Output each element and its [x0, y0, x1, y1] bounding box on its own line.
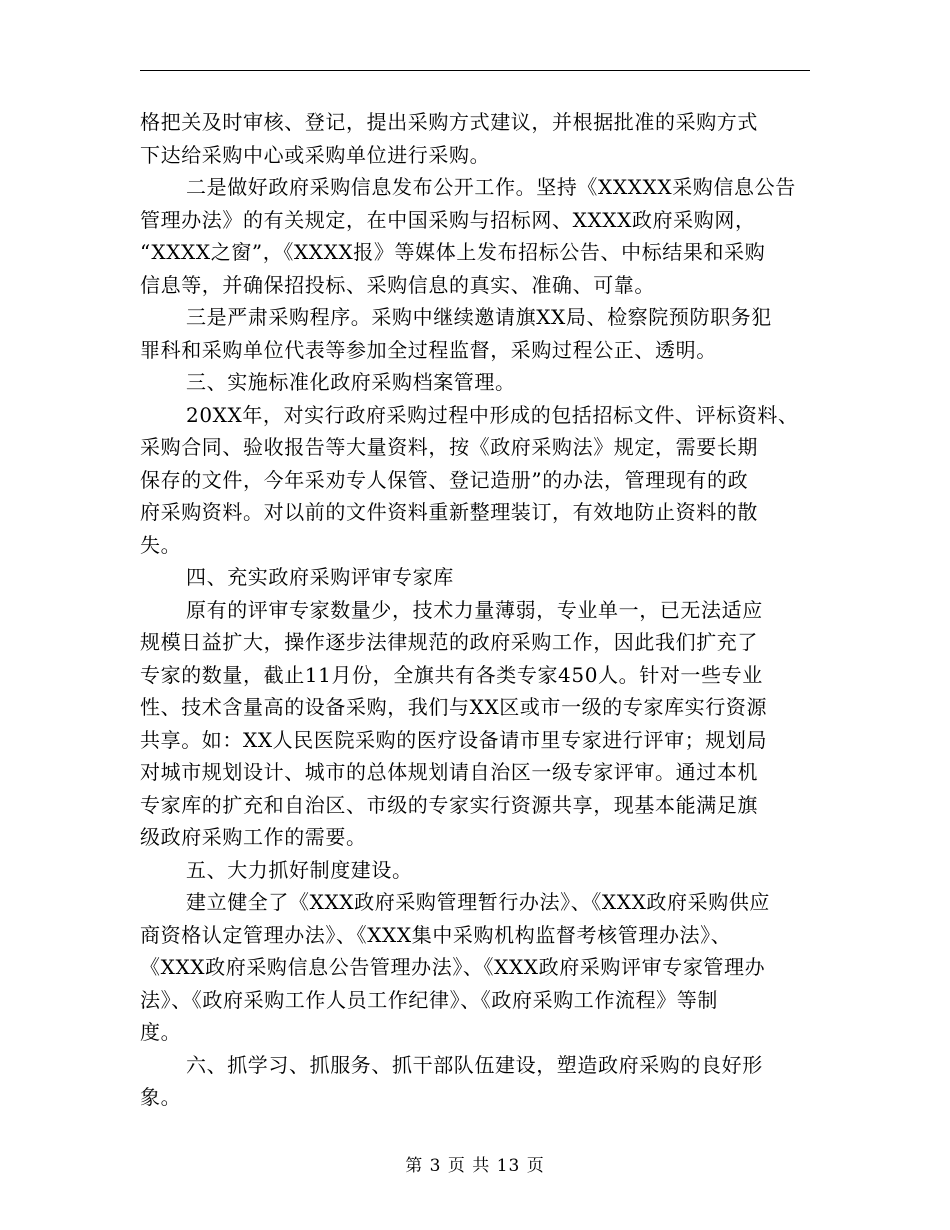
- body-line: 《XXX政府采购信息公告管理办法》、《XXX政府采购评审专家管理办: [140, 955, 766, 979]
- body-line: 度。: [140, 1020, 182, 1044]
- document-body: [140, 106, 812, 1114]
- body-line: 保存的文件，今年采劝专人保管、登记造册”的办法，管理现有的政: [140, 467, 749, 492]
- section-heading: 六、抓学习、抓服务、抓干部队伍建设，塑造政府采购的良好形: [186, 1052, 763, 1077]
- body-line: 专家的数量，截止11月份，全旗共有各类专家450人。针对一些专业: [140, 662, 763, 687]
- body-line: 共享。如：XX人民医院采购的医疗设备请市里专家进行评审；规划局: [140, 727, 768, 752]
- body-line: 性、技术含量高的设备采购，我们与XX区或市一级的专家库实行资源: [140, 695, 768, 719]
- paragraph-start-line: 原有的评审专家数量少，技术力量薄弱，专业单一，已无法适应: [186, 597, 763, 622]
- paragraph-start-line: 建立健全了《XXX政府采购管理暂行办法》、《XXX政府采购供应: [186, 890, 771, 914]
- body-line: 府采购资料。对以前的文件资料重新整理装订，有效地防止资料的散: [140, 500, 758, 524]
- body-line: 商资格认定管理办法》、《XXX集中采购机构监督考核管理办法》、: [140, 922, 732, 947]
- body-line: 规模日益扩大，操作逐步法律规范的政府采购工作，因此我们扩充了: [140, 630, 758, 654]
- paragraph-start-line: 二是做好政府采购信息发布公开工作。坚持《XXXXX采购信息公告: [186, 175, 796, 199]
- page-number-footer: 第 3 页 共 13 页: [405, 1156, 545, 1176]
- body-line: “XXXX之窗”，《XXXX报》等媒体上发布招标公告、中标结果和采购: [140, 240, 766, 264]
- section-heading: 五、大力抓好制度建设。: [186, 857, 413, 882]
- body-line: 信息等，并确保招投标、采购信息的真实、准确、可靠。: [140, 272, 655, 297]
- body-line: 对城市规划设计、城市的总体规划请自治区一级专家评审。通过本机: [140, 760, 758, 784]
- section-heading: 三、实施标准化政府采购档案管理。: [186, 370, 516, 394]
- body-line: 法》、《政府采购工作人员工作纪律》、《政府采购工作流程》等制: [140, 987, 718, 1012]
- paragraph-start-line: 20XX年，对实行政府采购过程中形成的包括招标文件、评标资料、: [186, 402, 799, 427]
- body-line: 级政府采购工作的需要。: [140, 825, 367, 849]
- body-line: 失。: [140, 532, 182, 557]
- body-line: 下达给采购中心或采购单位进行采购。: [140, 142, 491, 167]
- body-line: 管理办法》的有关规定，在中国采购与招标网、XXXX政府采购网，: [140, 207, 756, 232]
- header-rule: [140, 70, 810, 71]
- body-line: 象。: [140, 1085, 182, 1109]
- paragraph-start-line: 三是严肃采购程序。采购中继续邀请旗XX局、检察院预防职务犯: [186, 305, 772, 329]
- body-line: 格把关及时审核、登记，提出采购方式建议，并根据批准的采购方式: [140, 110, 758, 134]
- body-line: 罪科和采购单位代表等参加全过程监督，采购过程公正、透明。: [140, 337, 717, 362]
- section-heading: 四、充实政府采购评审专家库: [186, 565, 454, 589]
- body-line: 采购合同、验收报告等大量资料，按《政府采购法》规定，需要长期: [140, 435, 758, 459]
- body-line: 专家库的扩充和自治区、市级的专家实行资源共享，现基本能满足旗: [140, 792, 758, 817]
